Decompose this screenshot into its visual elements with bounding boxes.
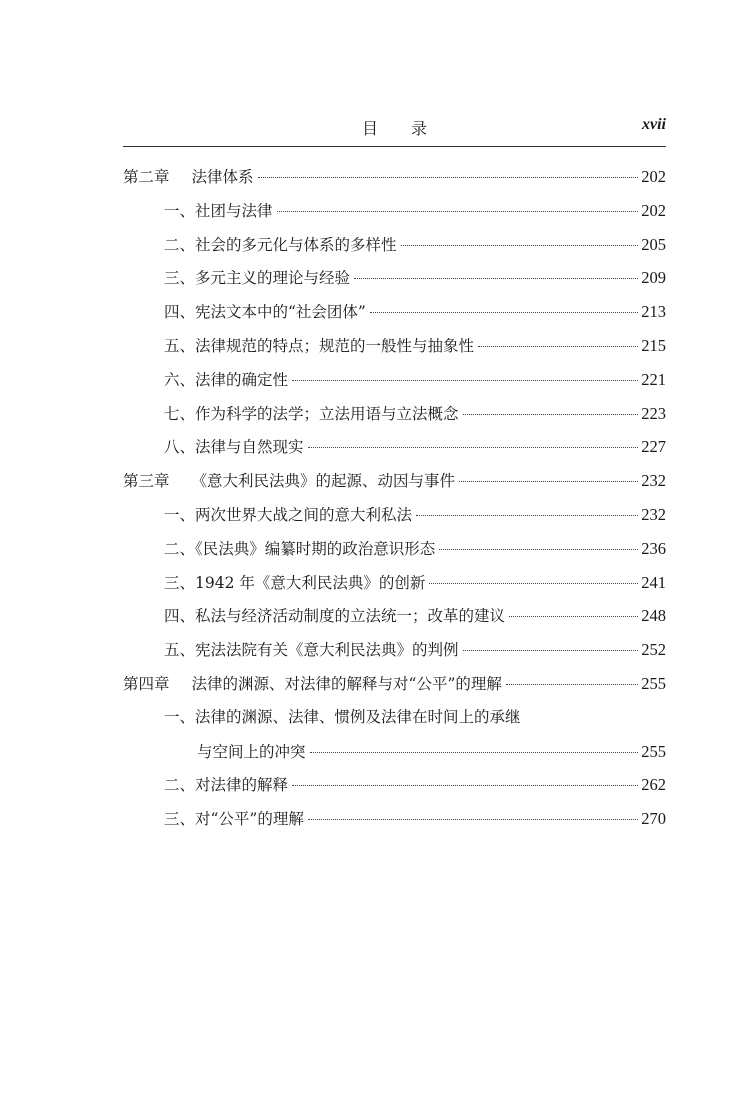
toc-section-entry[interactable] <box>123 701 666 735</box>
toc-chapter-number: 第二章 <box>123 168 170 186</box>
toc-page-number: 270 <box>641 809 666 829</box>
toc-section-entry[interactable] <box>123 194 666 228</box>
toc-entry-title: 三、1942 年《意大利民法典》的创新 <box>164 573 426 592</box>
toc-page-number: 241 <box>641 572 666 592</box>
toc-entry-title: 一、社团与法律 <box>164 201 273 220</box>
toc-section-entry[interactable] <box>123 768 666 802</box>
toc-dot-leader <box>463 414 639 415</box>
toc-entry-title: 三、多元主义的理论与经验 <box>164 269 351 288</box>
toc-dot-leader <box>370 312 638 313</box>
toc-entry-title: 与空间上的冲突 <box>197 742 306 761</box>
toc-entry-title: 二、对法律的解释 <box>164 776 289 795</box>
toc-page-number: 215 <box>641 335 666 355</box>
toc-dot-leader <box>459 481 638 482</box>
toc-entry-title: 法律体系 <box>191 168 254 186</box>
table-of-contents <box>123 160 666 836</box>
toc-dot-leader <box>401 245 639 246</box>
toc-entry-title: 六、法律的确定性 <box>164 370 289 389</box>
toc-page-number: 248 <box>641 606 666 626</box>
toc-dot-leader <box>463 650 639 651</box>
toc-chapter-number: 第三章 <box>123 472 170 491</box>
toc-entry-title: 八、法律与自然现实 <box>164 438 304 457</box>
toc-page-number: 205 <box>641 234 666 254</box>
toc-page-number: 227 <box>641 437 666 457</box>
toc-page-number: 262 <box>641 775 666 795</box>
toc-dot-leader <box>292 380 638 381</box>
toc-section-entry[interactable] <box>123 228 666 262</box>
toc-page-number: 221 <box>641 369 666 389</box>
toc-dot-leader <box>258 177 639 178</box>
toc-section-entry[interactable] <box>123 329 666 363</box>
toc-entry-title: 一、法律的渊源、法律、惯例及法律在时间上的承继 <box>164 707 521 726</box>
toc-page-number: 232 <box>641 504 666 524</box>
toc-entry-continuation[interactable] <box>123 735 666 769</box>
toc-section-entry[interactable] <box>123 261 666 295</box>
toc-dot-leader <box>429 583 638 584</box>
toc-page-number: 236 <box>641 538 666 558</box>
toc-entry-title: 五、法律规范的特点；规范的一般性与抽象性 <box>164 336 475 355</box>
toc-dot-leader <box>310 752 639 753</box>
toc-dot-leader <box>308 447 639 448</box>
toc-section-entry[interactable] <box>123 430 666 464</box>
toc-section-entry[interactable] <box>123 802 666 836</box>
toc-section-entry[interactable] <box>123 498 666 532</box>
toc-page-number: 202 <box>641 167 666 186</box>
header-rule <box>123 146 666 147</box>
toc-entry-title: 四、私法与经济活动制度的立法统一；改革的建议 <box>164 607 506 626</box>
toc-page-number: 255 <box>641 673 666 693</box>
toc-dot-leader <box>354 278 638 279</box>
toc-chapter-entry[interactable] <box>123 667 666 701</box>
toc-dot-leader <box>509 616 638 617</box>
toc-chapter-entry[interactable] <box>123 464 666 498</box>
toc-entry-title: 七、作为科学的法学；立法用语与立法概念 <box>164 404 459 423</box>
toc-dot-leader <box>416 515 638 516</box>
toc-entry-title: 二、社会的多元化与体系的多样性 <box>164 235 397 254</box>
toc-section-entry[interactable] <box>123 532 666 566</box>
toc-section-entry[interactable] <box>123 295 666 329</box>
toc-section-entry[interactable] <box>123 599 666 633</box>
header-title: 目 录 <box>361 119 442 138</box>
toc-page-number: 252 <box>641 640 666 660</box>
toc-entry-title: 四、宪法文本中的“社会团体” <box>164 303 366 322</box>
toc-section-entry[interactable] <box>123 566 666 600</box>
toc-page-number: 209 <box>641 268 666 288</box>
toc-section-entry[interactable] <box>123 397 666 431</box>
toc-dot-leader <box>277 211 639 212</box>
toc-chapter-number: 第四章 <box>123 674 170 693</box>
toc-page-number: 202 <box>641 200 666 220</box>
toc-dot-leader <box>292 785 638 786</box>
toc-page-number: 232 <box>641 471 666 491</box>
toc-section-entry[interactable] <box>123 633 666 667</box>
header-page-number: xvii <box>642 116 666 133</box>
toc-entry-title: 《意大利民法典》的起源、动因与事件 <box>191 472 456 491</box>
toc-dot-leader <box>478 346 638 347</box>
toc-entry-title: 法律的渊源、对法律的解释与对“公平”的理解 <box>191 674 502 693</box>
toc-page-number: 213 <box>641 302 666 322</box>
toc-dot-leader <box>439 549 638 550</box>
running-header <box>123 116 666 144</box>
toc-dot-leader <box>308 819 638 820</box>
toc-entry-title: 二、《民法典》编纂时期的政治意识形态 <box>164 539 436 558</box>
toc-entry-title: 三、对“公平”的理解 <box>164 810 304 829</box>
toc-entry-title: 一、两次世界大战之间的意大利私法 <box>164 505 413 524</box>
toc-chapter-entry[interactable] <box>123 160 666 194</box>
toc-dot-leader <box>506 684 638 685</box>
toc-section-entry[interactable] <box>123 363 666 397</box>
toc-page-number: 223 <box>641 403 666 423</box>
toc-page-number: 255 <box>641 741 666 761</box>
toc-entry-title: 五、宪法法院有关《意大利民法典》的判例 <box>164 641 459 660</box>
